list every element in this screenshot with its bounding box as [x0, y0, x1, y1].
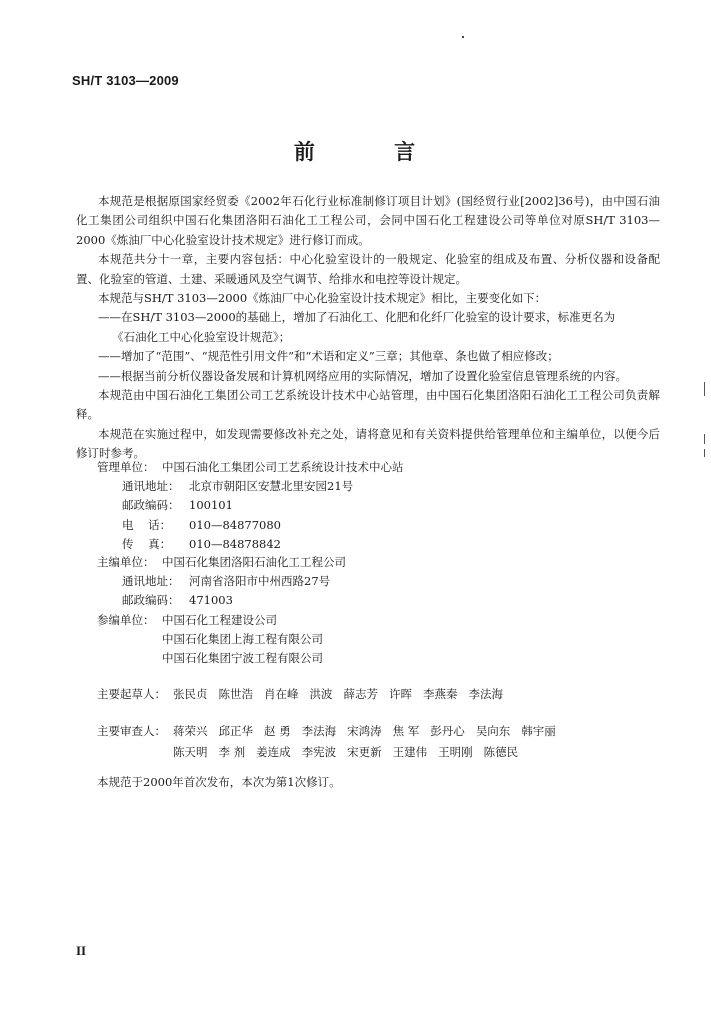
paragraph-basis: 本规范是根据原国家经贸委《2002年石化行业标准制修订项目计划》(国经贸行业[2002]36号)，由中国石油化工集团公司组织中国石化集团洛阳石油化工工程公司，会同中国石化工程建设公司等单位对原SH/T 3103—2000《炼油厂中心化验室设计技术规定》进行修订而成。 [76, 194, 660, 247]
editor-name: 中国石化集团洛阳石油化工工程公司 [162, 555, 346, 569]
drafter-name: 许晖 [389, 687, 412, 701]
reviewer-name: 韩宇丽 [521, 724, 556, 738]
change-item-1: ——在SH/T 3103—2000的基础上，增加了石油化工、化肥和化纤厂化验室的设计要求，标准更名为 [98, 310, 616, 325]
paragraph-management: 本规范由中国石油化工集团公司工艺系统设计技术中心站管理，由中国石化集团洛阳石油化工工程公司负责解释。 [76, 388, 660, 422]
reviewer-name: 李法海 [301, 724, 337, 738]
address-value: 北京市朝阳区安慧北里安园21号 [189, 479, 354, 494]
management-postcode [97, 496, 404, 515]
participant-row-1 [97, 611, 323, 630]
reviewer-name: 宋鸿涛 [347, 724, 382, 738]
editor-label: 主编单位： [97, 555, 155, 569]
editor-postcode-value: 471003 [189, 593, 233, 608]
management-name: 中国石油化工集团公司工艺系统设计技术中心站 [162, 460, 404, 474]
reviewer-name: 李 剂 [218, 745, 246, 759]
phone-value: 010—84877080 [189, 517, 281, 532]
management-unit [97, 458, 404, 477]
reviewer-name: 宋更新 [347, 745, 382, 759]
reviewer-name: 邱正华 [218, 724, 253, 738]
management-label: 管理单位： [97, 460, 155, 474]
reviewer-name: 李宪波 [301, 745, 337, 759]
change-item-3: ——根据当前分析仪器设备发展和计算机网络应用的实际情况，增加了设置化验室信息管理系统的内容。 [98, 368, 627, 383]
change-item-2: ——增加了“范围”、“规范性引用文件”和“术语和定义”三章；其他章、条也做了相应修改； [98, 349, 559, 364]
participant-row-2 [97, 630, 323, 649]
drafter-name: 李燕秦 [423, 687, 458, 701]
reviewers-row-2 [97, 742, 567, 763]
postcode-label: 邮政编码： [122, 498, 180, 513]
postcode-value: 100101 [189, 498, 233, 513]
participant-unit: 中国石化工程建设公司 [162, 613, 277, 627]
release-note: 本规范于2000年首次发布，本次为第1次修订。 [97, 775, 341, 789]
drafter-name: 肖在峰 [264, 687, 299, 701]
reviewer-name: 蒋荣兴 [173, 724, 208, 738]
reviewers-row-1 [97, 721, 567, 742]
reviewers-block [97, 721, 567, 763]
management-fax [97, 535, 404, 554]
paragraph-changes-intro: 本规范与SH/T 3103—2000《炼油厂中心化验室设计技术规定》相比，主要变化如下： [98, 291, 547, 306]
drafter-name: 薛志芳 [343, 687, 378, 701]
spacer [97, 649, 162, 668]
management-unit-block [97, 458, 404, 554]
standard-code: SH/T 3103—2009 [72, 73, 179, 88]
drafter-name: 陈世浩 [218, 687, 253, 701]
scan-artifact [704, 434, 705, 444]
drafter-name: 李法海 [468, 687, 503, 701]
reviewer-name: 陈天明 [173, 745, 208, 759]
management-address [97, 477, 404, 496]
reviewers-label: 主要审查人： [97, 724, 166, 738]
participants-label: 参编单位： [97, 613, 155, 627]
editor-unit [97, 553, 346, 572]
reviewer-name: 王建伟 [392, 745, 428, 759]
spacer [97, 630, 162, 649]
phone-label: 电 话： [122, 517, 172, 532]
editor-address [97, 572, 346, 591]
editor-address-label: 通讯地址： [122, 574, 180, 589]
scan-artifact [704, 449, 705, 457]
foreword-body [76, 192, 660, 464]
reviewer-name: 焦 军 [392, 724, 420, 738]
participant-units-block [97, 611, 323, 669]
drafter-name: 洪波 [309, 687, 333, 701]
drafters-label: 主要起草人： [97, 687, 166, 701]
participant-row-3 [97, 649, 323, 668]
editor-postcode [97, 591, 346, 610]
fax-label: 传 真： [122, 536, 172, 551]
paragraph-feedback: 本规范在实施过程中，如发现需要修改补充之处，请将意见和有关资料提供给管理单位和主编单位，以便今后修订时参考。 [76, 426, 660, 461]
participant-unit: 中国石化集团宁波工程有限公司 [162, 651, 323, 666]
address-label: 通讯地址： [122, 479, 180, 494]
fax-value: 010—84878842 [189, 536, 281, 551]
drafters-block [97, 684, 514, 705]
reviewer-name: 王明刚 [438, 745, 473, 759]
reviewer-name: 赵 勇 [264, 724, 291, 738]
reviewer-name: 吴向东 [475, 724, 511, 738]
reviewer-name: 陈德民 [483, 745, 519, 759]
reviewer-name: 彭丹心 [430, 724, 465, 738]
drafter-name: 张民贞 [173, 687, 208, 701]
reviewer-name: 姜连成 [256, 745, 291, 759]
page-number: II [76, 943, 87, 958]
editor-address-value: 河南省洛阳市中州西路27号 [189, 574, 331, 589]
scan-artifact [704, 382, 705, 396]
page-title: 前 言 [293, 140, 452, 164]
management-phone [97, 516, 404, 535]
participant-unit: 中国石化集团上海工程有限公司 [162, 632, 323, 647]
editor-unit-block [97, 553, 346, 611]
paragraph-scope: 本规范共分十一章，主要内容包括：中心化验室设计的一般规定、化验室的组成及布置、分析仪器和设备配置、化验室的管道、土建、采暖通风及空气调节、给排水和电控等设计规定。 [76, 252, 660, 286]
scan-artifact [462, 36, 464, 38]
editor-postcode-label: 邮政编码： [122, 593, 180, 608]
change-item-1-cont: 《石油化工中心化验室设计规范》； [112, 329, 291, 344]
